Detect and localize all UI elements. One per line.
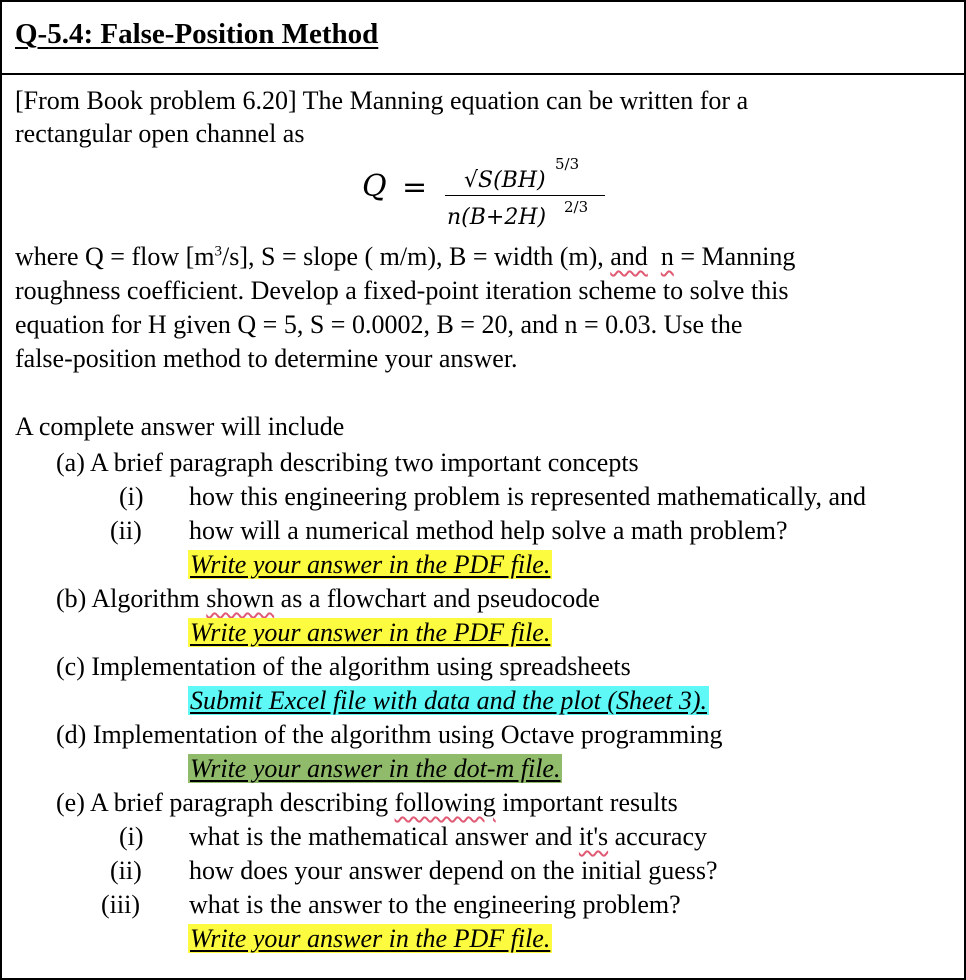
item-b-label: (b) (56, 584, 87, 613)
item-d-note (188, 754, 562, 784)
item-c-highlight: Submit Excel file with data and the plot (Sheet 3). (190, 686, 708, 715)
fraction-bar (445, 195, 605, 196)
item-b: (b) Algorithm shown as a flowchart and pseudocode (56, 584, 600, 613)
intro-line-1: [From Book problem 6.20] The Manning equation can be written for a (15, 86, 749, 115)
following-spell-marked: following (394, 788, 496, 817)
where-line-3: equation for H given Q = 5, S = 0.0002, B = 20, and n = 0.03. Use the (15, 310, 743, 339)
item-e-ii-num: (ii) (110, 856, 142, 885)
item-a-ii-text: how will a numerical method help solve a math problem? (189, 516, 788, 545)
item-e: (e) A brief paragraph describing following important results (56, 788, 678, 817)
item-e-note (188, 924, 552, 954)
item-e-i-num: (i) (119, 822, 144, 851)
shown-spell-marked: shown (206, 584, 275, 613)
item-b-note (188, 618, 552, 648)
item-b-highlight: Write your answer in the PDF file. (190, 618, 551, 647)
item-a-label: (a) (56, 448, 85, 477)
item-a-i-text: how this engineering problem is represented mathematically, and (189, 482, 866, 511)
item-e-ii-text: how does your answer depend on the initial guess? (189, 856, 718, 885)
question-header (2, 2, 964, 75)
item-a-highlight: Write your answer in the PDF file. (190, 550, 551, 579)
item-a-text: A brief paragraph describing two important concepts (89, 448, 639, 477)
item-d-highlight: Write your answer in the dot-m file. (190, 754, 561, 783)
and-spell-marked: and (610, 242, 648, 271)
equation-equals: = (402, 170, 428, 205)
answer-intro: A complete answer will include (15, 412, 345, 441)
where-line-4: false-position method to determine your answer. (15, 344, 518, 373)
equation-denominator: n(B+2H) (447, 205, 547, 230)
item-e-label: (e) (56, 788, 85, 817)
item-a-note (188, 550, 552, 580)
item-e-highlight: Write your answer in the PDF file. (190, 924, 551, 953)
equation-denominator-exponent: 2/3 (564, 198, 589, 216)
where-line-2: roughness coefficient. Develop a fixed-point iteration scheme to solve this (15, 276, 789, 305)
item-d (56, 720, 722, 750)
equation-numerator: √S(BH) (464, 168, 546, 193)
item-e-i-text: what is the mathematical answer and it's accuracy (189, 822, 707, 851)
its-spell-marked: it's (578, 822, 609, 851)
item-a (56, 448, 639, 478)
item-c-label: (c) (56, 652, 85, 681)
where-line-1: where Q = flow $[m^3/s]$, S = slope ( m/m), B = width (m), and n = Manning (15, 242, 796, 271)
item-e-iii-text: what is the answer to the engineering problem? (189, 890, 681, 919)
item-c (56, 652, 631, 682)
intro-line-2: rectangular open channel as (15, 119, 305, 148)
item-a-ii-num: (ii) (110, 516, 142, 545)
item-e-iii-num: (iii) (101, 890, 140, 919)
equation-numerator-exponent: 5/3 (555, 155, 580, 173)
question-title: Q-5.4: False-Position Method (15, 18, 379, 50)
item-a-i-num: (i) (119, 482, 144, 511)
item-c-text: Implementation of the algorithm using spreadsheets (91, 652, 631, 681)
equation-lhs: Q (362, 169, 387, 204)
item-c-note (188, 686, 709, 716)
n-spell-marked: n (660, 242, 674, 271)
item-d-label: (d) (56, 720, 87, 749)
item-d-text: Implementation of the algorithm using Octave programming (92, 720, 723, 749)
